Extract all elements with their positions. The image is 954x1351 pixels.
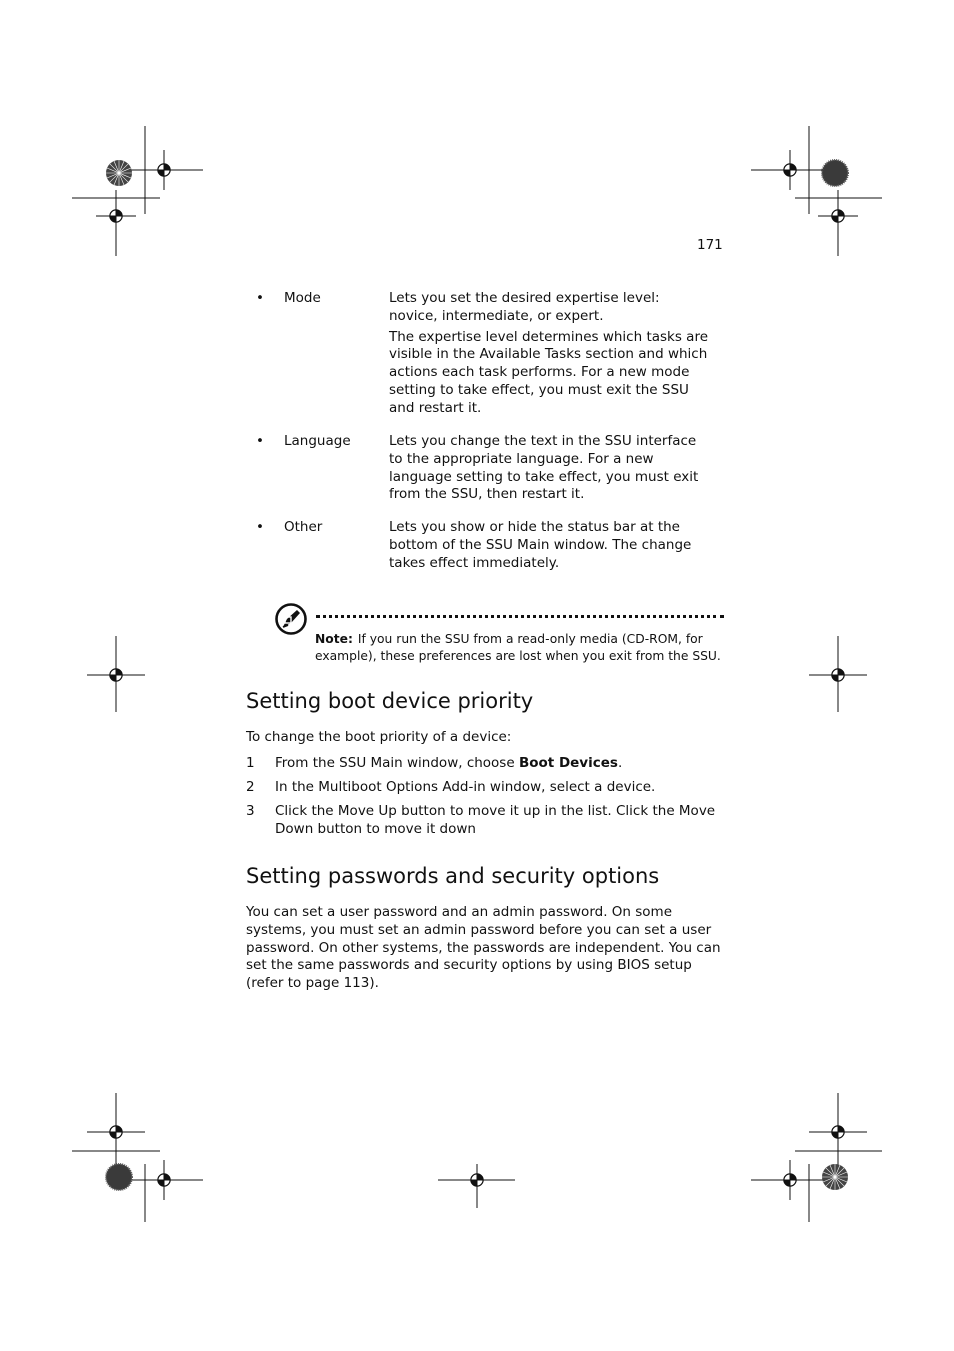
option-paragraph: The expertise level determines which tasks are visible in the Available Tasks section and which actions each task performs. For a new mode setting to take effect, you must exit the SSU and restart it. — [389, 328, 709, 416]
step-number: 2 — [246, 779, 255, 795]
option-description — [389, 433, 709, 507]
step-text: In the Multiboot Options Add-in window, select a device. — [275, 779, 656, 795]
bullet: • — [256, 519, 264, 535]
option-term: Other — [284, 519, 323, 535]
option-description — [389, 290, 709, 421]
note-divider — [316, 615, 724, 618]
boot-devices-label: Boot Devices — [518, 755, 618, 771]
section-heading-boot: Setting boot device priority — [246, 689, 534, 713]
note-text — [315, 631, 725, 664]
section-heading-passwords: Setting passwords and security options — [246, 864, 660, 888]
step-text: Click the Move Up button to move it up in the list. Click the Move Down button to move it down — [275, 803, 716, 837]
step-number: 1 — [246, 755, 255, 771]
step-text-part: . — [617, 755, 623, 771]
passwords-body: You can set a user password and an admin password. On some systems, you must set an admin password before you can set a user password. On other systems, the passwords are independent. You can set the same passwords and security options by using BIOS setup (refer to page 113). — [246, 904, 721, 992]
note-body: If you run the SSU from a read-only media (CD-ROM, for example), these preferences are lost when you exit from the SSU. — [315, 632, 721, 663]
option-description — [389, 519, 709, 575]
option-term: Language — [284, 433, 351, 449]
bullet: • — [256, 433, 264, 449]
step-text-part: From the SSU Main window, choose — [275, 755, 519, 771]
step-number: 3 — [246, 803, 255, 819]
bullet: • — [256, 290, 264, 306]
option-term: Mode — [284, 290, 321, 306]
option-paragraph: Lets you change the text in the SSU interface to the appropriate language. For a new language setting to take effect, you must exit from the SSU, then restart it. — [389, 433, 699, 503]
note-label: Note: — [315, 632, 353, 646]
note-pen-icon — [274, 602, 308, 636]
step-text — [275, 755, 725, 773]
page-number: 171 — [697, 237, 723, 253]
option-paragraph: Lets you show or hide the status bar at the bottom of the SSU Main window. The change takes effect immediately. — [389, 519, 692, 571]
option-paragraph: Lets you set the desired expertise level: novice, intermediate, or expert. — [389, 290, 660, 324]
boot-intro: To change the boot priority of a device: — [246, 729, 512, 745]
